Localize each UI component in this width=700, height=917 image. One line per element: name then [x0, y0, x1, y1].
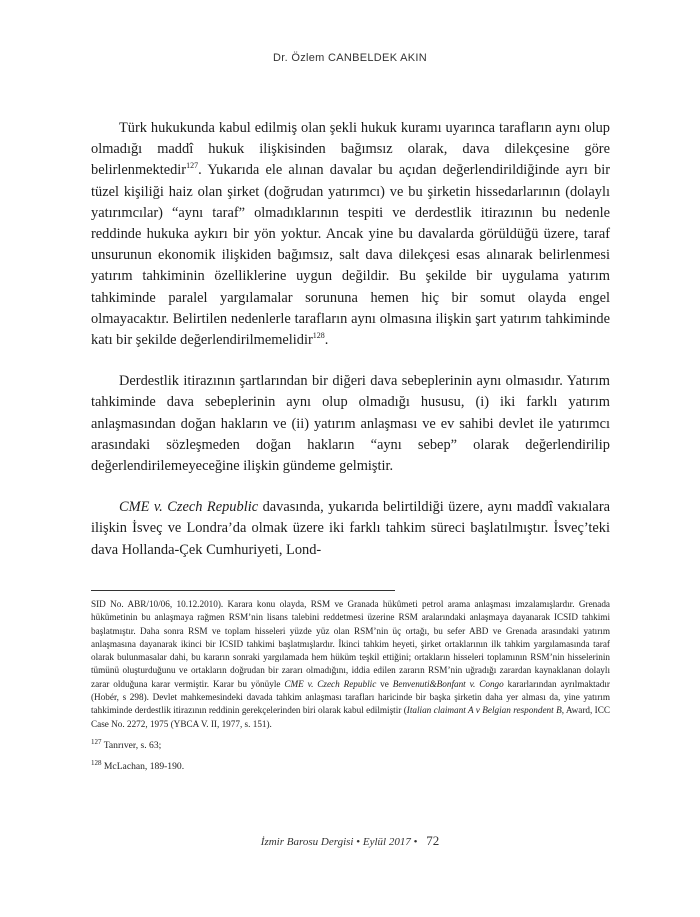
footnote-text: SID No. ABR/10/06, 10.12.2010). Karara konu olayda, RSM ve Granada hükûmeti petrol arama anlaşması imzalamışlardır. Grenada hükümetinin bu anlaşmaya rağmen RSM’nin lisans talebini reddetmesi üzerine RSM aralarındaki anlaşmaya dayanarak ICSID tahkimi başlatmıştır. Daha sonra RSM ve toplam hisseleri yüzde yüz olan RSM’nin üç ortağı, bu sefer ABD ve Grenada arasındaki yatırım anlaşmasına dayanarak ikinci bir ICSID tahkimi başlatmışlardır. İkinci tahkim heyeti, şirket ortaklarının ilk tahkim yargılamasında taraf olarak bulunmasalar dahi, bu kararın sonraki yargılamada hem hüküm teşkil ettiğini; ortakların hisseleri toplamının RSM’nin hisselerinin tümünü oluşturduğunu ve ortakların doğrudan bir zararı olmadığını, iddia edilen zararın RSM’nin uğradığı zarardan kaynaklanan dolaylı zarar olduğuna karar vermiştir. Karar bu yönüyle	[91, 599, 610, 689]
author-name: Dr. Özlem CANBELDEK AKIN	[273, 52, 427, 64]
footnotes	[91, 598, 610, 774]
paragraph-text: .	[324, 332, 329, 349]
paragraph-3	[91, 497, 610, 561]
footnote-ref-128[interactable]: 128	[312, 331, 325, 341]
running-header	[0, 52, 700, 64]
paragraph-text: davasında, yukarıda belirtildiği üzere, aynı maddî vakıalara ilişkin İsveç ve Londra’da olmak üzere iki farklı tahkim süreci başlatılmıştır. İsveç’teki dava Hollanda-Çek Cumhuriyeti, Lond-	[91, 499, 610, 558]
footnote-number: 128	[91, 759, 102, 768]
case-name: Italian claimant A v Belgian respondent B	[406, 705, 562, 716]
footnote-text: kararlarından ayrılmaktadır (Hobér, s 298). Devlet mahkemesindeki davada tahkim anlaşması tarafları haricinde bir başka şirketin daha yer alması da, yine yatırım tahkiminde derdestlik itirazının reddinin gerekçelerinden biri olarak kabul edilmiştir (	[91, 678, 610, 716]
footnote-ref-127[interactable]: 127	[186, 161, 199, 171]
paragraph-2	[91, 371, 610, 477]
journal-name: İzmir Barosu Dergisi	[260, 836, 354, 848]
case-name: CME v. Czech Republic	[284, 678, 377, 689]
footnote-text: McLachan, 189-190.	[103, 761, 185, 773]
footnote-128	[91, 760, 610, 773]
paragraph-text: . Yukarıda ele alınan davalar bu açıdan değerlendirildiğinde ayrı bir tüzel kişiliği haiz olan şirket (doğrudan yatırımcı) ve bu şirketin hissedarlarının (dolaylı yatırımcılar) “aynı taraf” olmadıklarının tespiti ve derdestlik itirazının bu nedenle reddinde hukuka aykırı bir yön yoktur. Ancak yine bu davalarda görüldüğü üzere, taraf unsurunun ekonomik ilişkiden bağımsız, salt dava dilekçesi esas alınarak belirlenmesi yatırım tahkiminin özelliklerine uygun değildir. Bu şekilde bir uygulama yatırım tahkiminde paralel yargılamalar sorununa hemen hiç bir somut olayda engel olmayacaktır. Belirtilen nedenlerle tarafların aynı olmasına ilişkin şart yatırım tahkiminde katı bir şekilde değerlendirilmemelidir	[91, 162, 610, 349]
paragraph-text: Derdestlik itirazının şartlarından bir diğeri dava sebeplerinin aynı olmasıdır. Yatırım tahkiminde dava sebeplerinin aynı olup olmadığı hususu, (i) iki farklı yatırım anlaşmasından doğan hakların ve (ii) yatırım anlaşması ve ev sahibi devlet ile yatırımcı arasındaki sözleşmeden doğan hakların “aynı sebep” olarak değerlendirilip değerlendirilemeyeceğine ilişkin gündeme gelmiştir.	[91, 373, 610, 475]
footnote-divider	[91, 590, 395, 591]
footer-separator: •	[410, 836, 421, 848]
paragraph-1	[91, 118, 610, 351]
paragraph-text: Türk hukukunda kabul edilmiş olan şekli hukuk kuramı uyarınca tarafların aynı olup olmadığı maddî hukuk ilişkisinden bağımsız olarak, dava dilekçesine göre belirlenmektedir	[91, 120, 610, 179]
page-footer	[0, 833, 700, 849]
case-name: CME v. Czech Republic	[119, 499, 259, 516]
footnote-text: , Award, ICC Case No. 2272, 1975 (YBCA V. II, 1977, s. 151).	[91, 705, 610, 729]
case-name: Benvenuti&Bonfant v. Congo	[392, 678, 504, 689]
footnote-continuation	[91, 598, 610, 731]
footnote-number: 127	[91, 737, 102, 746]
footnote-text: ve	[376, 678, 393, 689]
page-number: 72	[426, 833, 440, 848]
footnote-127	[91, 739, 610, 752]
footnote-text: Tanrıver, s. 63;	[103, 739, 162, 751]
footer-separator: •	[353, 836, 363, 848]
body-text	[91, 118, 610, 561]
journal-issue: Eylül 2017	[362, 836, 411, 848]
